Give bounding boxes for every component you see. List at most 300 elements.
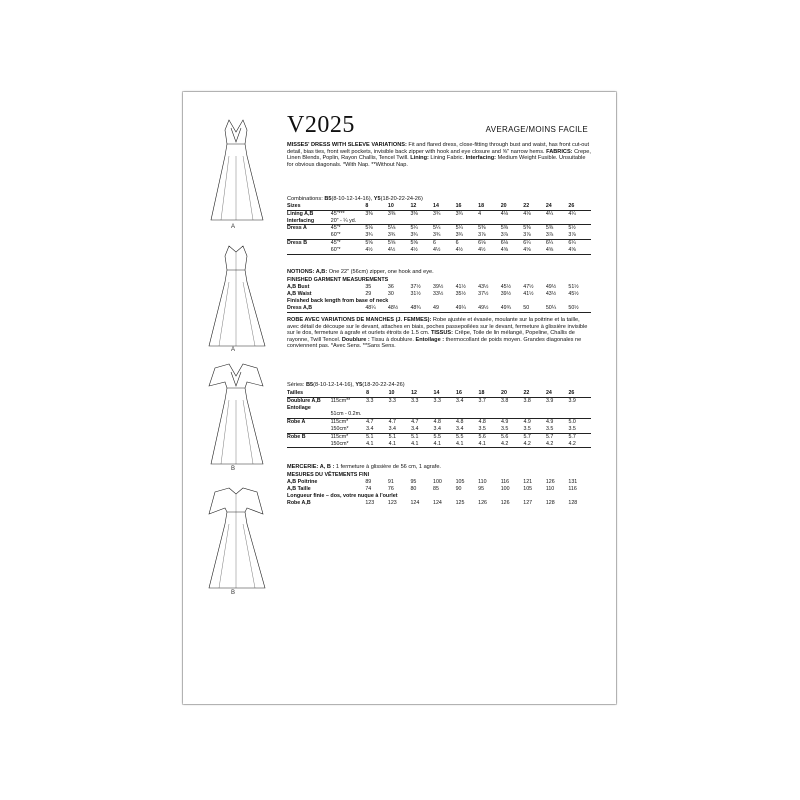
table-cell: 3¾ <box>433 210 441 217</box>
table-cell: 5.5 <box>456 433 464 440</box>
table-cell: 3.5 <box>479 426 501 433</box>
table-header-row <box>287 203 591 210</box>
table-cell <box>456 218 479 225</box>
table-cell: 5.1 <box>411 433 419 440</box>
table-cell: 29 <box>365 290 372 297</box>
table-cell: 3.8 <box>501 397 509 404</box>
table-cell <box>456 405 478 412</box>
english-finished-title: FINISHED GARMENT MEASUREMENTS <box>287 277 389 283</box>
table-cell <box>456 411 478 418</box>
table-row <box>287 411 591 418</box>
table-cell: 4.2 <box>568 441 591 448</box>
table-cell: 49¾ <box>501 305 524 312</box>
row-unit <box>331 291 366 298</box>
table-cell: 3⅞ <box>546 232 569 239</box>
table-cell: 3¾ <box>456 232 479 239</box>
view-a-front-drawing <box>191 116 281 224</box>
table-cell: 4.8 <box>433 419 441 426</box>
row-label: Robe A <box>287 419 306 426</box>
table-row <box>287 441 591 448</box>
table-cell: 41½ <box>523 290 534 297</box>
table-cell: 4¼ <box>568 210 576 217</box>
table-cell: 89 <box>365 479 372 485</box>
pattern-envelope-back <box>183 92 616 704</box>
column-header: Tailles <box>287 390 331 397</box>
french-title: ROBE AVEC VARIATIONS DE MANCHES (J. FEMMES): <box>287 317 432 323</box>
table-row <box>287 500 591 507</box>
table-cell: 37½ <box>410 284 421 290</box>
table-cell: 3.5 <box>523 426 545 433</box>
column-header <box>331 203 366 210</box>
table-cell: 3.8 <box>523 397 531 404</box>
table-cell: 5¼ <box>410 225 418 232</box>
table-cell: 125 <box>455 500 465 506</box>
french-finished-table <box>287 479 591 493</box>
table-cell: 4.2 <box>546 441 568 448</box>
table-cell: 49½ <box>478 305 501 312</box>
table-cell: 3.4 <box>411 426 433 433</box>
table-cell: 4½ <box>410 247 433 254</box>
english-title: MISSES' DRESS WITH SLEEVE VARIATIONS: <box>287 142 407 148</box>
table-cell <box>523 411 545 418</box>
table-cell <box>366 411 388 418</box>
table-cell: 110 <box>545 485 555 492</box>
table-cell: 85 <box>433 485 439 492</box>
table-cell: 4.1 <box>389 441 411 448</box>
table-row <box>287 486 591 493</box>
table-cell: 5.1 <box>388 433 396 440</box>
table-cell: 4.9 <box>501 419 509 426</box>
table-cell: 3.4 <box>434 426 456 433</box>
row-label <box>287 411 331 418</box>
table-cell: 76 <box>387 485 394 492</box>
table-cell: 4.2 <box>501 441 523 448</box>
row-unit <box>331 405 366 412</box>
table-cell: 4.7 <box>388 419 396 426</box>
table-cell: 3¾ <box>365 232 388 239</box>
table-cell: 123 <box>365 500 375 506</box>
table-cell: 6¼ <box>545 239 554 246</box>
table-cell: 48¼ <box>365 305 388 312</box>
table-cell: 5.1 <box>366 433 374 440</box>
pattern-number: V2025 <box>287 112 355 138</box>
table-cell <box>388 218 411 225</box>
table-cell: 3.9 <box>545 397 554 404</box>
table-cell: 6⅛ <box>500 239 509 246</box>
table-cell: 3.9 <box>568 397 576 404</box>
french-yardage-table <box>287 390 591 448</box>
table-cell <box>568 411 591 418</box>
french-finished-title: MESURES DU VÊTEMENTS FINI <box>287 472 370 478</box>
table-cell: 3.4 <box>456 397 464 404</box>
table-cell <box>501 411 523 418</box>
table-cell: 3.3 <box>366 397 374 404</box>
table-cell: 91 <box>387 479 394 485</box>
table-cell: 49¼ <box>456 305 479 312</box>
row-label: Entoilage <box>287 404 311 411</box>
table-cell: 3¾ <box>455 210 463 217</box>
table-cell: 3⅞ <box>501 232 524 239</box>
table-cell: 4½ <box>388 247 411 254</box>
table-cell: 80 <box>410 485 417 492</box>
table-cell: 4½ <box>478 247 501 254</box>
view-a-back-drawing <box>191 242 281 350</box>
table-cell: 90 <box>455 485 462 492</box>
table-cell: 36 <box>387 284 394 290</box>
row-unit: 150cm* <box>331 426 366 433</box>
table-cell: 5⅝ <box>387 239 396 246</box>
french-series: Séries: B5(8-10-12-14-16), Y5(18-20-22-24-26) <box>287 382 405 388</box>
row-label <box>287 426 331 433</box>
column-header <box>331 390 366 397</box>
table-cell: 3.4 <box>389 426 411 433</box>
row-unit: 60"* <box>331 232 366 239</box>
table-cell <box>433 218 456 225</box>
table-cell: 39½ <box>500 290 511 297</box>
table-cell <box>523 405 545 412</box>
row-unit: 115cm** <box>330 397 351 404</box>
row-unit <box>331 305 366 312</box>
table-cell: 5⅝ <box>410 239 418 246</box>
table-cell: 4.7 <box>411 419 419 426</box>
english-finished-table <box>287 284 591 298</box>
table-row <box>287 426 591 433</box>
table-cell: 95 <box>478 485 485 492</box>
table-cell: 3.5 <box>568 426 591 433</box>
row-label: Dress A,B <box>287 305 331 312</box>
table-cell: 5⅜ <box>478 225 486 232</box>
table-row <box>287 433 591 440</box>
table-cell: 3⅜ <box>410 210 418 217</box>
table-cell <box>389 405 411 412</box>
table-cell: 126 <box>478 500 487 506</box>
french-description: ROBE AVEC VARIATIONS DE MANCHES (J. FEMMES): Robe ajustée et évasée, moulante sur la poitrine et la taille, avec détail de découpe sur le devant, attaches en biais, poches passepoilées sur le devant, fermeture à glissière invisible sur le dos, fermeture à agrafe et ourlets étroits de 1.5 cm. TISSUS: Crêpe, Toile de lin mélangé, Popeline, Challis de rayonne, Twill Tencel. Doublure : Tissu à doublure. Entoilage : thermocollant de poids moyen. Grandes diagonales ne conviennent pas. *Avec Sens. **Sans Sens. <box>287 317 588 350</box>
table-cell: 6⅛ <box>478 239 486 246</box>
table-cell: 100 <box>500 485 510 492</box>
table-cell: 5.7 <box>568 433 576 440</box>
table-cell: 5¼ <box>455 225 463 232</box>
table-cell: 4⅝ <box>523 247 546 254</box>
table-header-row <box>287 390 591 397</box>
column-header: 24 <box>546 203 569 210</box>
table-cell: 4⅝ <box>568 247 591 254</box>
table-cell: 3⅞ <box>568 232 591 239</box>
table-row <box>287 305 591 312</box>
table-cell: 3¾ <box>388 232 411 239</box>
difficulty-rating: AVERAGE/MOINS FACILE <box>485 125 588 134</box>
english-combinations: Combinations: B5(8-10-12-14-16), Y5(18-20-22-24-26) <box>287 196 423 202</box>
row-label <box>287 247 331 254</box>
row-label: A,B Taille <box>287 485 311 492</box>
table-cell: 3.7 <box>478 397 486 404</box>
table-cell: 3.3 <box>411 397 419 404</box>
french-back-length-table <box>287 500 591 507</box>
row-label: A,B Bust <box>287 284 310 290</box>
table-cell: 5½ <box>568 225 576 232</box>
table-cell: 100 <box>433 479 442 485</box>
table-cell: 116 <box>568 485 577 492</box>
table-cell: 3.4 <box>366 426 388 433</box>
table-cell: 33½ <box>433 290 444 297</box>
table-cell <box>411 405 433 412</box>
row-unit <box>331 500 366 507</box>
table-cell: 43½ <box>545 290 557 297</box>
table-cell: 124 <box>433 500 442 506</box>
table-cell: 4½ <box>365 247 388 254</box>
row-unit <box>331 486 366 493</box>
column-header: 12 <box>411 390 433 397</box>
table-cell: 31½ <box>410 290 421 297</box>
table-cell <box>410 218 433 225</box>
row-unit: 51cm - 0.2m. <box>331 411 366 418</box>
table-cell <box>434 405 456 412</box>
table-cell: 35½ <box>455 290 466 297</box>
table-row <box>287 284 591 291</box>
table-cell: 50½ <box>568 305 591 312</box>
table-cell: 128 <box>545 500 555 506</box>
table-cell: 5.7 <box>523 433 531 440</box>
table-cell <box>568 405 591 412</box>
table-cell: 50 <box>523 305 546 312</box>
table-cell: 39½ <box>433 284 444 290</box>
table-cell: 131 <box>568 479 578 485</box>
english-back-length-table <box>287 305 591 313</box>
table-cell: 4.1 <box>366 441 388 448</box>
row-label: Lining A,B <box>287 210 314 217</box>
table-row <box>287 479 591 486</box>
table-cell: 3.5 <box>546 426 568 433</box>
column-header: 8 <box>365 203 388 210</box>
table-cell: 3.4 <box>456 426 478 433</box>
table-cell: 110 <box>478 479 487 485</box>
row-unit: 115cm* <box>330 433 349 440</box>
table-cell: 6 <box>433 239 436 246</box>
table-cell: 4⅛ <box>500 210 509 217</box>
view-label: A <box>231 347 236 353</box>
table-cell: 51½ <box>568 284 579 290</box>
column-header: 22 <box>523 203 546 210</box>
column-header: 20 <box>501 390 523 397</box>
table-cell <box>546 405 568 412</box>
table-cell: 121 <box>523 479 533 485</box>
column-header: 10 <box>389 390 411 397</box>
table-cell: 105 <box>455 479 465 485</box>
table-cell: 4 <box>478 210 482 217</box>
table-cell <box>523 218 546 225</box>
row-label: A,B Poitrine <box>287 479 318 485</box>
table-cell <box>501 405 523 412</box>
table-cell: 41½ <box>455 284 466 290</box>
table-cell: 5.6 <box>501 433 509 440</box>
table-cell: 128 <box>568 500 578 506</box>
row-unit: 115cm* <box>330 419 349 426</box>
view-label: B <box>231 466 236 472</box>
table-cell <box>546 411 568 418</box>
table-cell: 5⅛ <box>365 225 373 232</box>
table-row <box>287 419 591 426</box>
english-back-length-title: Finished back length from base of neck <box>287 298 389 304</box>
table-cell: 49½ <box>545 284 557 290</box>
table-cell <box>501 218 524 225</box>
table-cell: 4.1 <box>411 441 433 448</box>
row-label <box>287 441 331 448</box>
table-row <box>287 291 591 298</box>
table-cell: 4⅛ <box>523 210 531 217</box>
table-cell: 4.7 <box>366 419 374 426</box>
table-cell: 3¾ <box>433 232 456 239</box>
french-notions: MERCERIE: A, B : 1 fermeture à glissière de 56 cm, 1 agrafe. <box>287 464 441 470</box>
table-cell: 3⅞ <box>523 232 546 239</box>
table-cell: 3⅜ <box>365 210 373 217</box>
column-header: 14 <box>433 203 456 210</box>
column-header: 14 <box>434 390 456 397</box>
table-cell: 126 <box>500 500 510 506</box>
row-unit: 45"* <box>330 225 341 232</box>
table-cell: 3.3 <box>388 397 396 404</box>
table-cell: 123 <box>387 500 397 506</box>
view-b-front-drawing <box>191 360 281 468</box>
english-notions: NOTIONS: A,B: One 22" (56cm) zipper, one hook and eye. <box>287 269 434 275</box>
table-cell: 4.8 <box>456 419 464 426</box>
column-header: 26 <box>568 390 591 397</box>
table-row <box>287 405 591 412</box>
table-cell: 6 <box>455 239 459 246</box>
table-cell: 4.1 <box>456 441 478 448</box>
view-b-back-drawing <box>191 484 281 592</box>
table-row <box>287 225 591 232</box>
table-cell <box>479 411 501 418</box>
row-label: A,B Waist <box>287 290 312 297</box>
table-cell: 4.8 <box>478 419 486 426</box>
column-header: 20 <box>501 203 524 210</box>
column-header: 18 <box>479 390 501 397</box>
table-row <box>287 210 591 217</box>
table-cell: 4¼ <box>545 210 554 217</box>
table-cell: 74 <box>365 485 372 492</box>
table-cell: 5⅜ <box>500 225 509 232</box>
table-cell: 3¾ <box>410 232 433 239</box>
row-label: Robe B <box>287 433 306 440</box>
table-cell: 4⅝ <box>546 247 569 254</box>
english-yardage-table <box>287 203 591 255</box>
table-cell: 105 <box>523 485 533 492</box>
table-cell: 45½ <box>500 284 511 290</box>
table-cell: 5¼ <box>433 225 441 232</box>
french-back-length-title: Longueur finie – dos, votre nuque à l'ourlet <box>287 493 398 499</box>
row-label: Robe A,B <box>287 500 311 506</box>
table-cell: 5⅜ <box>545 225 554 232</box>
row-unit <box>331 479 366 486</box>
row-unit: 20" - ¼ yd. <box>331 218 366 225</box>
table-cell: 37½ <box>478 290 489 297</box>
row-label: Dress A <box>287 225 307 232</box>
table-cell <box>568 218 591 225</box>
column-header: 26 <box>568 203 591 210</box>
table-cell: 48¾ <box>410 305 433 312</box>
table-cell <box>389 411 411 418</box>
column-header: 16 <box>456 203 479 210</box>
table-cell: 116 <box>500 479 510 485</box>
row-unit: 150cm* <box>331 441 366 448</box>
table-cell: 5.5 <box>433 433 441 440</box>
table-cell: 30 <box>387 290 394 297</box>
table-cell: 4.9 <box>523 419 531 426</box>
table-cell: 95 <box>410 479 417 485</box>
column-header: 22 <box>523 390 545 397</box>
table-cell: 47½ <box>523 284 534 290</box>
table-cell: 126 <box>545 479 555 485</box>
table-cell <box>478 218 501 225</box>
table-row <box>287 397 591 404</box>
table-cell: 48½ <box>388 305 411 312</box>
table-cell <box>546 218 569 225</box>
row-unit: 60"* <box>331 247 366 254</box>
table-cell: 4.9 <box>545 419 554 426</box>
table-cell: 49 <box>433 305 456 312</box>
row-label <box>287 232 331 239</box>
table-cell: 4½ <box>456 247 479 254</box>
table-cell: 5⅜ <box>523 225 531 232</box>
column-header: Sizes <box>287 203 331 210</box>
column-header: 8 <box>366 390 388 397</box>
table-cell: 6¼ <box>523 239 531 246</box>
column-header: 24 <box>546 390 568 397</box>
table-row <box>287 232 591 239</box>
english-description: MISSES' DRESS WITH SLEEVE VARIATIONS: Fit and flared dress, close-fitting through bust and waist, has front cut-out detail, bias ties, front welt pockets, invisible back zipper with hook and eye closure and ⅝" narrow hems. FABRICS: Crepe, Linen Blends, Poplin, Rayon Challis, Tencel Twill. Lining: Lining Fabric. Interfacing: Medium Weight Fusible. Unsuitable for obvious diagonals. *With Nap. **Without Nap. <box>287 142 591 168</box>
table-cell <box>365 218 388 225</box>
table-cell: 4½ <box>433 247 456 254</box>
table-cell: 5⅛ <box>387 225 396 232</box>
table-cell <box>366 405 388 412</box>
table-cell: 124 <box>410 500 420 506</box>
table-cell: 50¼ <box>546 305 569 312</box>
table-cell: 5.7 <box>545 433 554 440</box>
row-unit <box>331 284 366 291</box>
column-header: 16 <box>456 390 478 397</box>
view-label: A <box>231 224 236 230</box>
table-cell: 43½ <box>478 284 489 290</box>
table-cell: 4.1 <box>479 441 501 448</box>
table-cell: 4.1 <box>434 441 456 448</box>
column-header: 12 <box>410 203 433 210</box>
table-cell: 35 <box>365 284 372 290</box>
table-cell: 5.0 <box>568 419 576 426</box>
row-label: Dress B <box>287 239 308 246</box>
table-row <box>287 218 591 225</box>
table-cell: 6¼ <box>568 239 576 246</box>
table-cell: 4⅝ <box>501 247 524 254</box>
table-row <box>287 247 591 254</box>
column-header: 18 <box>478 203 501 210</box>
table-cell: 3.3 <box>433 397 441 404</box>
table-cell: 5.6 <box>478 433 486 440</box>
table-cell: 5⅝ <box>365 239 373 246</box>
row-unit: 45"* <box>330 239 341 246</box>
table-cell: 4.2 <box>523 441 545 448</box>
row-label: Interfacing <box>287 218 331 225</box>
table-cell <box>411 411 433 418</box>
table-cell: 3⅞ <box>478 232 501 239</box>
table-cell: 3.5 <box>501 426 523 433</box>
table-cell: 45½ <box>568 290 579 297</box>
table-row <box>287 239 591 246</box>
row-label: Doublure A,B <box>287 397 321 404</box>
row-unit: 45"*** <box>330 210 345 217</box>
column-header: 10 <box>388 203 411 210</box>
table-cell <box>434 411 456 418</box>
view-label: B <box>231 590 236 596</box>
table-cell: 3⅜ <box>387 210 396 217</box>
